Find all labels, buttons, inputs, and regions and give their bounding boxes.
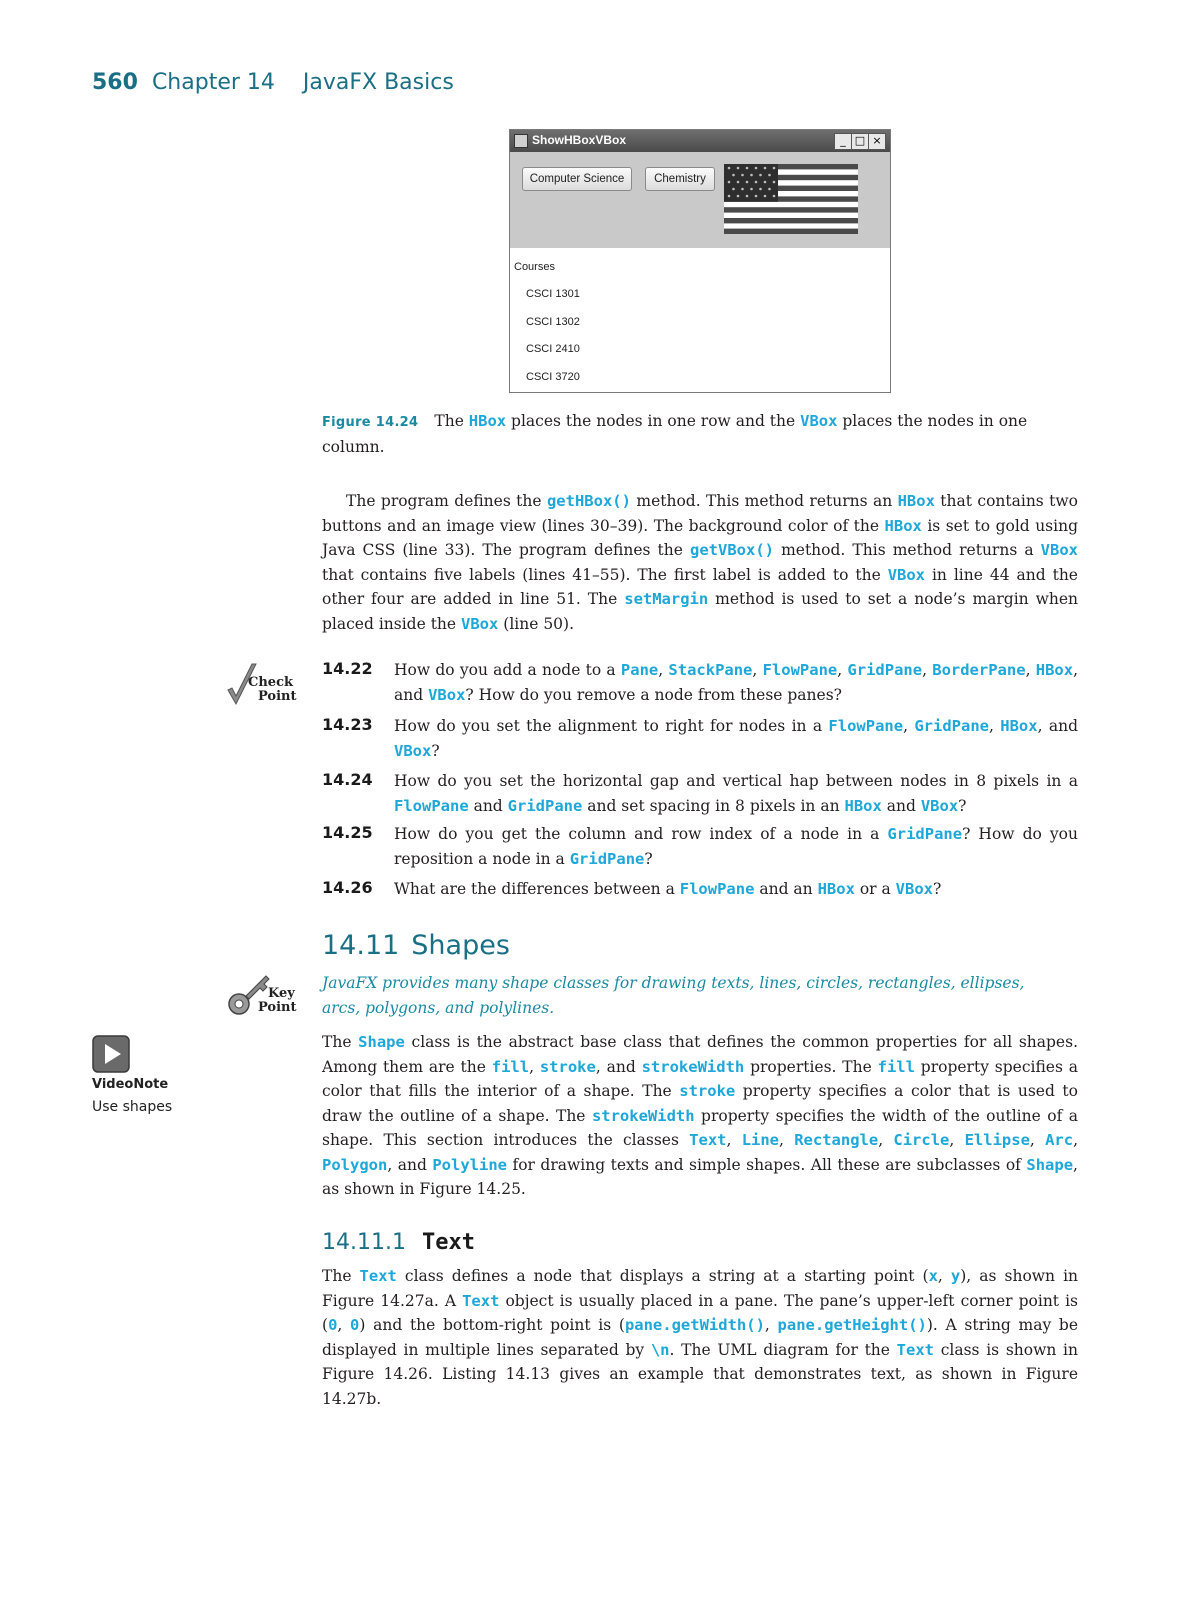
- text-run: ,: [1029, 1131, 1046, 1149]
- window-title: ShowHBoxVBox: [532, 133, 627, 147]
- text-run: The: [322, 1267, 360, 1285]
- question-number: 14.25: [322, 823, 373, 842]
- question-number: 14.24: [322, 770, 373, 789]
- hbox-pane: [510, 152, 890, 248]
- code-term: FlowPane: [828, 717, 904, 735]
- subsection-number: 14.11.1: [322, 1230, 406, 1255]
- text-run: ,: [658, 661, 669, 679]
- book-title: JavaFX Basics: [302, 70, 454, 95]
- code-term: strokeWidth: [591, 1106, 695, 1125]
- code-term: HBox: [817, 880, 855, 898]
- text-run: class is shown in Figure 14.26. Listing 14.13 gives an example that demonstrates text, as shown in Figure 14.27b.: [322, 1340, 1078, 1408]
- text-run: ,: [779, 1131, 795, 1149]
- text-run: ? How do you reposition a node in a: [394, 825, 1078, 868]
- code-term: Polyline: [432, 1155, 507, 1174]
- question-text: [394, 769, 1078, 818]
- section-title: Shapes: [411, 930, 510, 961]
- text-run: How do you get the column and row index of a node in a: [394, 825, 888, 843]
- question-number: 14.23: [322, 715, 373, 734]
- text-run: ,: [903, 717, 915, 735]
- code-term: GridPane: [507, 796, 583, 815]
- code-term: FlowPane: [762, 661, 838, 679]
- question-number: 14.26: [322, 878, 373, 897]
- text-run: , and: [387, 1155, 433, 1174]
- code-term: VBox: [895, 880, 933, 898]
- text-run: ?: [644, 849, 653, 868]
- text-run: ,: [752, 661, 763, 679]
- course-label: CSCI 3720: [526, 371, 580, 383]
- code-term: Text: [896, 1340, 934, 1359]
- text-run: ? How do you remove a node from these panes?: [465, 685, 842, 704]
- text-run: ,: [989, 717, 1001, 735]
- section-heading: [322, 930, 510, 961]
- code-term: StackPane: [668, 661, 753, 679]
- app-icon: [514, 134, 528, 148]
- course-label: CSCI 1302: [526, 316, 580, 328]
- code-term: Text: [359, 1267, 397, 1285]
- text-run: ,: [337, 1316, 351, 1334]
- chemistry-button[interactable]: Chemistry: [645, 167, 715, 191]
- text-run: property specifies a color that is used to draw the outline of a shape. The: [322, 1082, 1078, 1125]
- text-run: ,: [937, 1267, 951, 1285]
- text-run: and: [468, 796, 508, 815]
- play-icon[interactable]: [92, 1035, 130, 1073]
- text-run: object is usually placed in a pane. The pane’s upper-left corner point is (: [322, 1291, 1078, 1334]
- code-term: Text: [462, 1291, 500, 1310]
- window-titlebar: [510, 130, 890, 152]
- code-term: x: [928, 1267, 938, 1285]
- text-run: ) and the bottom-right point is (: [359, 1316, 625, 1334]
- code-term: Line: [741, 1131, 780, 1149]
- code-term: Arc: [1045, 1131, 1074, 1149]
- question-text: [394, 877, 1078, 902]
- figure-label: Figure 14.24: [322, 415, 419, 430]
- videonote-title: VideoNote: [92, 1077, 169, 1092]
- text-run: ,: [878, 1131, 894, 1149]
- text-run: for drawing texts and simple shapes. All these are subclasses of: [507, 1155, 1027, 1174]
- text-run: ,: [764, 1316, 778, 1334]
- text-run: ,: [949, 1131, 965, 1149]
- text-run: How do you set the alignment to right for nodes in a: [394, 717, 829, 735]
- text-run: . The UML diagram for the: [669, 1340, 897, 1359]
- key-point-label: Key Point: [258, 986, 297, 1015]
- chapter-label: Chapter 14: [151, 70, 275, 95]
- code-term: pane.getHeight(): [777, 1316, 927, 1334]
- code-term: 0: [350, 1316, 360, 1334]
- code-term: y: [950, 1267, 961, 1285]
- text-run: ,: [922, 661, 933, 679]
- computer-science-button[interactable]: Computer Science: [522, 167, 632, 191]
- close-button[interactable]: ×: [868, 133, 886, 150]
- text-run: The: [322, 1033, 359, 1051]
- course-label: CSCI 1301: [526, 288, 580, 300]
- code-term: stroke: [539, 1057, 596, 1076]
- code-term: Polygon: [322, 1155, 388, 1174]
- code-term: Ellipse: [964, 1131, 1030, 1149]
- text-run: and set spacing in 8 pixels in an: [582, 796, 845, 815]
- courses-label: Courses: [514, 261, 555, 273]
- page-number: 560: [92, 70, 138, 95]
- figure-window-screenshot: [509, 129, 891, 393]
- question-text: [394, 822, 1078, 871]
- text-run: , and: [595, 1057, 642, 1076]
- section-number: 14.11: [322, 930, 400, 961]
- running-head: [92, 70, 454, 95]
- key-point-text: JavaFX provides many shape classes for drawing texts, lines, circles, rectangles, ellipses, arcs, polygons, and polylines.: [322, 974, 1025, 1017]
- text-run: class is the abstract base class that defines the common properties for all shapes. Among them are the: [322, 1033, 1078, 1076]
- body-paragraph-1: The program defines the getHBox() method. This method returns an HBox that contains two buttons and an image view (lines 30–39). The background color of the HBox is set to gold using Java CSS (line 33). The program defines the getVBox() method. This method returns a VBox that contains five labels (lines 41–55). The first label is added to the VBox in line 44 and the other four are added in line 51. The setMargin method is used to set a node’s margin when placed inside the VBox (line 50).: [322, 492, 1078, 633]
- text-run: How do you set the horizontal gap and vertical hap between nodes in 8 pixels in a: [394, 772, 1078, 790]
- text-run: What are the differences between a: [394, 880, 680, 898]
- minimize-button[interactable]: _: [834, 133, 852, 150]
- code-term: VBox: [920, 796, 959, 815]
- code-term: fill: [491, 1057, 530, 1076]
- text-run: How do you add a node to a: [394, 661, 621, 679]
- text-run: ), as shown in Figure 14.27a. A: [322, 1267, 1079, 1310]
- code-term: pane.getWidth(): [624, 1316, 765, 1334]
- code-term: \n: [650, 1340, 670, 1359]
- maximize-button[interactable]: □: [851, 133, 869, 150]
- code-term: Rectangle: [794, 1131, 879, 1149]
- code-term: stroke: [679, 1082, 736, 1100]
- code-term: VBox: [428, 685, 466, 704]
- text-run: ?: [431, 741, 440, 760]
- text-run: and: [881, 796, 921, 815]
- text-run: ). A string may be displayed in multiple lines separated by: [322, 1316, 1079, 1359]
- text-run: ,: [1073, 1131, 1079, 1149]
- text-run: ,: [726, 1131, 742, 1149]
- code-term: GridPane: [847, 661, 923, 679]
- code-term: fill: [877, 1057, 915, 1076]
- text-run: ,: [837, 661, 848, 679]
- code-term: GridPane: [914, 717, 989, 735]
- text-run: , and: [1037, 717, 1079, 735]
- text-run: property specifies the width of the outline of a shape. This section introduces the classes: [322, 1106, 1078, 1149]
- text-run: or a: [854, 880, 896, 898]
- code-term: VBox: [394, 741, 432, 760]
- code-term: HBox: [844, 796, 882, 815]
- text-run: ,: [1025, 661, 1036, 679]
- code-term: FlowPane: [394, 796, 469, 815]
- code-term: Circle: [893, 1131, 950, 1149]
- text-run: ?: [958, 796, 967, 815]
- text-run: , as shown in Figure 14.25.: [322, 1155, 1078, 1198]
- text-run: class defines a node that displays a string at a starting point (: [396, 1267, 929, 1285]
- videonote-subtitle[interactable]: Use shapes: [92, 1099, 173, 1115]
- code-term: HBox: [1000, 717, 1038, 735]
- code-term: GridPane: [569, 849, 645, 868]
- text-run: property specifies a color that fills the interior of a shape. The: [322, 1057, 1079, 1100]
- check-point-label: Check Point: [248, 675, 297, 704]
- figure-caption: Figure 14.24 The HBox places the nodes in one row and the VBox places the nodes in one column.: [322, 412, 1028, 456]
- code-term: Shape: [358, 1033, 405, 1051]
- code-term: BorderPane: [932, 661, 1026, 679]
- code-term: strokeWidth: [641, 1057, 745, 1076]
- text-run: , and: [394, 661, 1078, 704]
- text-run: ?: [933, 880, 942, 898]
- code-term: Shape: [1026, 1155, 1074, 1174]
- question-text: [394, 714, 1078, 763]
- code-term: HBox: [1035, 661, 1074, 679]
- course-label: CSCI 2410: [526, 343, 580, 355]
- body-paragraph-3: [322, 1264, 1078, 1411]
- code-term: Text: [689, 1131, 727, 1149]
- code-term: GridPane: [887, 825, 963, 843]
- subsection-heading: [322, 1230, 475, 1255]
- code-term: FlowPane: [679, 880, 755, 898]
- subsection-title: Text: [421, 1230, 475, 1255]
- text-run: properties. The: [744, 1057, 878, 1076]
- code-term: Pane: [620, 661, 659, 679]
- code-term: 0: [328, 1316, 338, 1334]
- question-number: 14.22: [322, 659, 373, 678]
- text-run: and an: [754, 880, 818, 898]
- us-flag-image: [724, 164, 858, 234]
- question-text: [394, 658, 1078, 707]
- body-paragraph-2: [322, 1030, 1078, 1202]
- text-run: ,: [529, 1057, 540, 1076]
